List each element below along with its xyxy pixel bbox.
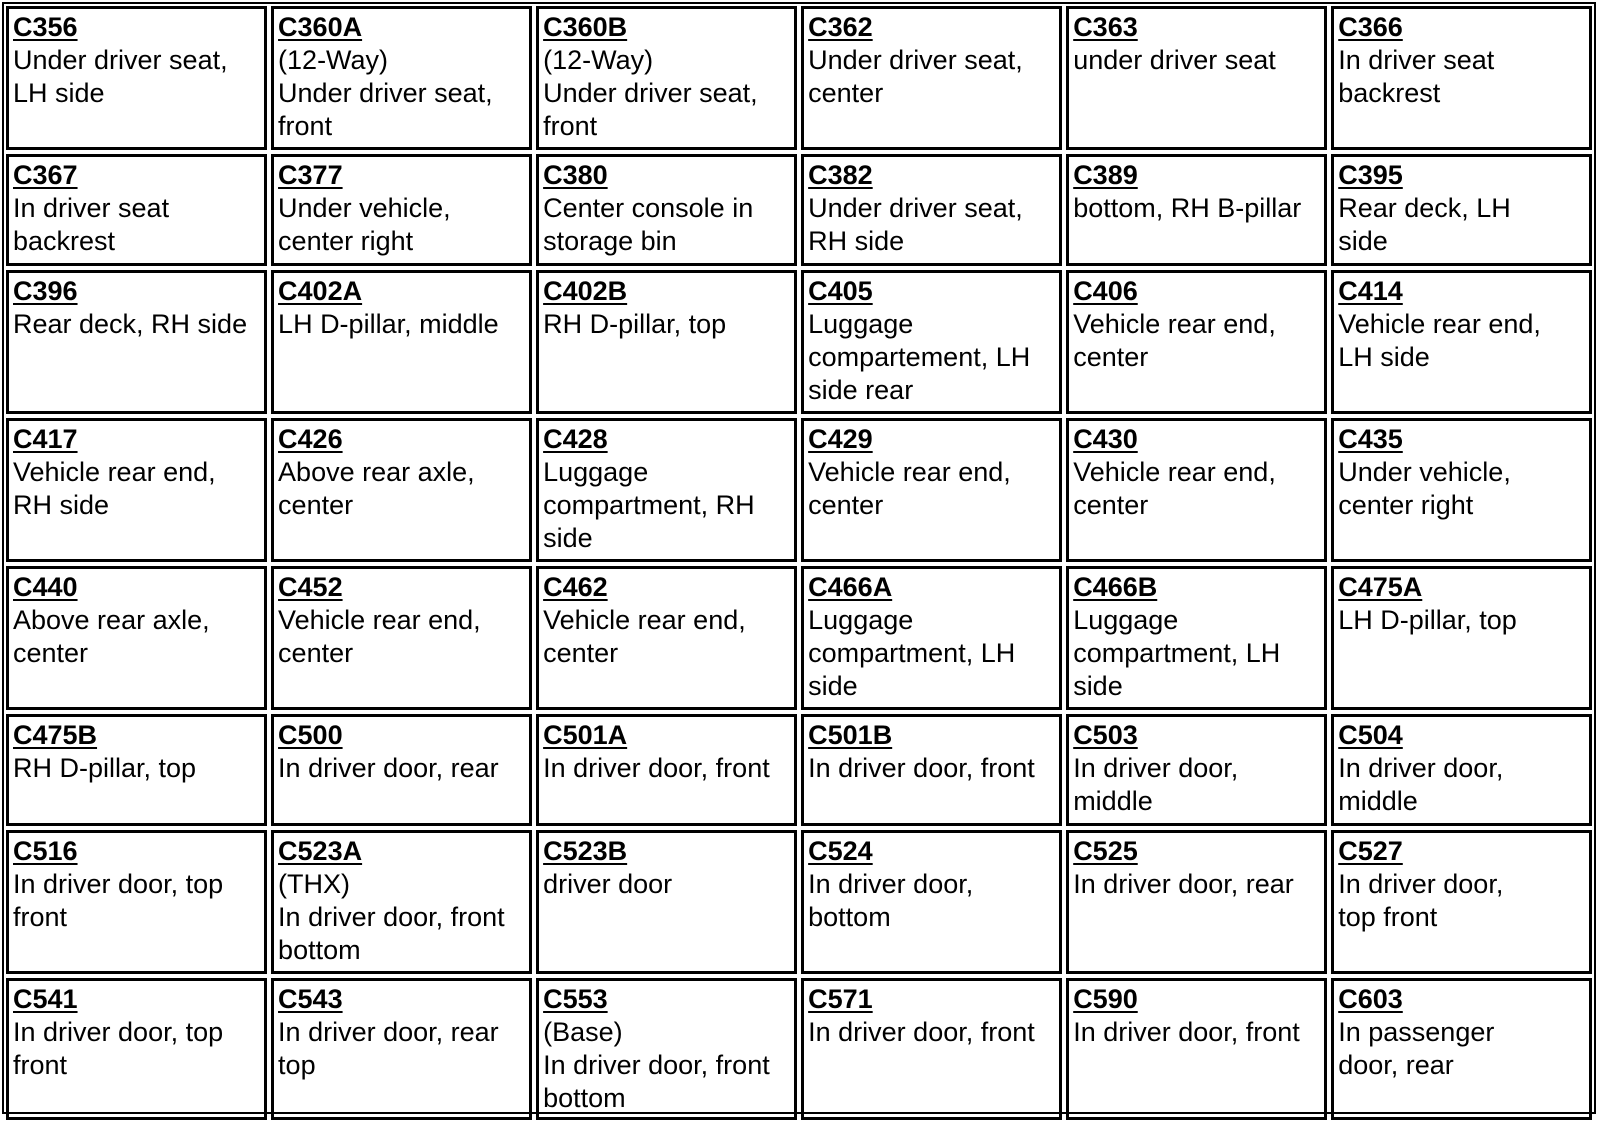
connector-location-text: compartment, LH — [808, 638, 1016, 668]
connector-code-link[interactable]: C417 — [13, 424, 78, 454]
table-row — [6, 714, 1592, 826]
connector-location-text: In driver door, — [808, 869, 974, 899]
connector-location-text: Rear deck, RH side — [13, 309, 248, 339]
connector-location-text: In driver door, front — [808, 753, 1035, 783]
connector-code-link[interactable]: C382 — [808, 160, 873, 190]
connector-location-text: bottom — [278, 935, 361, 965]
connector-location-text: LH D-pillar, top — [1338, 605, 1517, 635]
connector-location-text: door, rear — [1338, 1050, 1454, 1080]
connector-location-text: Luggage — [808, 309, 914, 339]
connector-location-text: bottom — [543, 1083, 626, 1113]
connector-location-text: Under driver seat, — [808, 193, 1023, 223]
connector-location-text: Under vehicle, — [278, 193, 451, 223]
connector-code-link[interactable]: C590 — [1073, 984, 1138, 1014]
connector-cell — [271, 714, 532, 826]
connector-cell — [1066, 978, 1327, 1120]
table-row — [6, 566, 1592, 710]
connector-location-text: center right — [1338, 490, 1474, 520]
connector-location-text: In driver door, — [1338, 753, 1504, 783]
connector-location-text: storage bin — [543, 226, 677, 256]
connector-cell — [271, 418, 532, 562]
connector-location-text: In driver door, front — [278, 902, 505, 932]
connector-cell — [536, 270, 797, 414]
connector-location-text: In driver door, front — [543, 753, 770, 783]
connector-code-link[interactable]: C395 — [1338, 160, 1403, 190]
connector-code-link[interactable]: C462 — [543, 572, 608, 602]
connector-table-body — [6, 6, 1592, 1120]
connector-location-table — [2, 2, 1596, 1124]
connector-code-link[interactable]: C475A — [1338, 572, 1423, 602]
connector-code-link[interactable]: C396 — [13, 276, 78, 306]
connector-code-link[interactable]: C402A — [278, 276, 363, 306]
connector-code-link[interactable]: C543 — [278, 984, 343, 1014]
connector-code-link[interactable]: C389 — [1073, 160, 1138, 190]
connector-location-text: RH D-pillar, top — [543, 309, 727, 339]
connector-cell — [1066, 6, 1327, 150]
connector-cell — [801, 6, 1062, 150]
connector-location-text: In driver door, rear — [278, 1017, 499, 1047]
connector-code-link[interactable]: C475B — [13, 720, 98, 750]
connector-cell — [801, 418, 1062, 562]
connector-cell — [6, 714, 267, 826]
connector-location-text: side rear — [808, 375, 914, 405]
connector-location-text: Under vehicle, — [1338, 457, 1511, 487]
table-row — [6, 6, 1592, 150]
connector-location-text: In driver door, front — [808, 1017, 1035, 1047]
connector-location-text: In driver door, front — [543, 1050, 770, 1080]
connector-location-text: In driver door, top — [13, 869, 224, 899]
connector-location-text: under driver seat — [1073, 45, 1276, 75]
connector-location-text: side — [1073, 671, 1123, 701]
connector-cell — [536, 154, 797, 266]
connector-code-link[interactable]: C367 — [13, 160, 78, 190]
connector-location-text: bottom — [808, 902, 891, 932]
connector-location-text: Vehicle rear end, — [1073, 457, 1276, 487]
connector-location-text: (THX) — [278, 869, 351, 899]
connector-location-text: In driver door, front — [1073, 1017, 1300, 1047]
connector-location-text: Above rear axle, — [13, 605, 210, 635]
connector-location-text: RH D-pillar, top — [13, 753, 197, 783]
connector-location-text: center — [13, 638, 89, 668]
connector-cell — [1066, 714, 1327, 826]
connector-location-text: Luggage — [1073, 605, 1179, 635]
connector-location-text: (Base) — [543, 1017, 623, 1047]
table-row — [6, 418, 1592, 562]
connector-cell — [536, 714, 797, 826]
connector-cell — [1331, 830, 1592, 974]
connector-location-text: compartment, LH — [1073, 638, 1281, 668]
connector-location-text: In passenger — [1338, 1017, 1495, 1047]
connector-code-link[interactable]: C430 — [1073, 424, 1138, 454]
table-row — [6, 154, 1592, 266]
connector-cell — [536, 566, 797, 710]
connector-location-text: LH D-pillar, middle — [278, 309, 499, 339]
connector-location-text: top — [278, 1050, 316, 1080]
connector-location-text: driver door — [543, 869, 673, 899]
connector-code-link[interactable]: C363 — [1073, 12, 1138, 42]
connector-location-text: side — [808, 671, 858, 701]
connector-cell — [801, 154, 1062, 266]
connector-cell — [1331, 6, 1592, 150]
connector-code-link[interactable]: C440 — [13, 572, 78, 602]
connector-location-text: center right — [278, 226, 414, 256]
connector-location-text: LH side — [13, 78, 105, 108]
connector-code-link[interactable]: C466B — [1073, 572, 1158, 602]
connector-location-text: bottom, RH B-pillar — [1073, 193, 1302, 223]
connector-cell — [6, 418, 267, 562]
connector-cell — [1331, 978, 1592, 1120]
connector-cell — [6, 978, 267, 1120]
connector-location-text: In driver door, — [1073, 753, 1239, 783]
connector-cell — [1066, 154, 1327, 266]
connector-location-text: RH side — [808, 226, 905, 256]
connector-code-link[interactable]: C426 — [278, 424, 343, 454]
connector-location-text: Under driver seat, — [808, 45, 1023, 75]
connector-cell — [536, 978, 797, 1120]
connector-code-link[interactable]: C541 — [13, 984, 78, 1014]
connector-location-text: front — [278, 111, 333, 141]
connector-code-link[interactable]: C527 — [1338, 836, 1403, 866]
connector-location-text: front — [543, 111, 598, 141]
connector-cell — [801, 566, 1062, 710]
connector-code-link[interactable]: C504 — [1338, 720, 1403, 750]
connector-cell — [1331, 418, 1592, 562]
connector-code-link[interactable]: C571 — [808, 984, 873, 1014]
connector-location-text: (12-Way) — [543, 45, 654, 75]
connector-location-text: Rear deck, LH — [1338, 193, 1511, 223]
connector-location-text: center — [1073, 342, 1149, 372]
connector-location-text: Under driver seat, — [543, 78, 758, 108]
connector-code-link[interactable]: C452 — [278, 572, 343, 602]
connector-cell — [6, 566, 267, 710]
connector-code-link[interactable]: C553 — [543, 984, 608, 1014]
connector-code-link[interactable]: C603 — [1338, 984, 1403, 1014]
connector-location-text: RH side — [13, 490, 110, 520]
table-row — [6, 830, 1592, 974]
connector-cell — [1331, 714, 1592, 826]
connector-cell — [536, 830, 797, 974]
connector-code-link[interactable]: C377 — [278, 160, 343, 190]
connector-location-text: front — [13, 902, 68, 932]
connector-code-link[interactable]: C362 — [808, 12, 873, 42]
connector-location-text: Above rear axle, — [278, 457, 475, 487]
connector-code-link[interactable]: C523B — [543, 836, 628, 866]
connector-location-text: Vehicle rear end, — [543, 605, 746, 635]
connector-code-link[interactable]: C380 — [543, 160, 608, 190]
connector-cell — [271, 154, 532, 266]
connector-cell — [271, 566, 532, 710]
connector-location-text: center — [543, 638, 619, 668]
connector-cell — [1331, 566, 1592, 710]
connector-location-text: front — [13, 1050, 68, 1080]
connector-location-text: Under driver seat, — [278, 78, 493, 108]
connector-cell — [801, 270, 1062, 414]
connector-cell — [801, 714, 1062, 826]
connector-cell — [271, 270, 532, 414]
connector-location-text: backrest — [1338, 78, 1441, 108]
connector-cell — [1331, 270, 1592, 414]
connector-cell — [271, 978, 532, 1120]
connector-location-text: top front — [1338, 902, 1438, 932]
table-row — [6, 270, 1592, 414]
table-row — [6, 978, 1592, 1120]
connector-location-text: compartement, LH — [808, 342, 1031, 372]
connector-code-link[interactable]: C414 — [1338, 276, 1403, 306]
connector-location-text: center — [278, 638, 354, 668]
connector-cell — [801, 830, 1062, 974]
connector-code-link[interactable]: C405 — [808, 276, 873, 306]
connector-location-text: Vehicle rear end, — [278, 605, 481, 635]
connector-code-link[interactable]: C501A — [543, 720, 628, 750]
connector-location-text: center — [278, 490, 354, 520]
connector-code-link[interactable]: C523A — [278, 836, 363, 866]
connector-location-text: middle — [1073, 786, 1153, 816]
connector-location-text: Vehicle rear end, — [13, 457, 216, 487]
connector-location-text: center — [1073, 490, 1149, 520]
connector-location-text: In driver door, — [1338, 869, 1504, 899]
connector-location-text: center — [808, 490, 884, 520]
connector-location-text: In driver door, rear — [278, 753, 499, 783]
connector-cell — [6, 830, 267, 974]
connector-code-link[interactable]: C360A — [278, 12, 363, 42]
connector-code-link[interactable]: C525 — [1073, 836, 1138, 866]
connector-code-link[interactable]: C524 — [808, 836, 873, 866]
connector-location-text: backrest — [13, 226, 116, 256]
connector-location-text: (12-Way) — [278, 45, 389, 75]
connector-location-text: LH side — [1338, 342, 1430, 372]
connector-location-text: middle — [1338, 786, 1418, 816]
connector-code-link[interactable]: C366 — [1338, 12, 1403, 42]
connector-code-link[interactable]: C516 — [13, 836, 78, 866]
connector-location-text: Vehicle rear end, — [1073, 309, 1276, 339]
connector-cell — [6, 154, 267, 266]
connector-location-text: Center console in — [543, 193, 754, 223]
connector-code-link[interactable]: C428 — [543, 424, 608, 454]
connector-location-text: In driver door, top — [13, 1017, 224, 1047]
connector-location-text: Luggage — [543, 457, 649, 487]
connector-code-link[interactable]: C356 — [13, 12, 78, 42]
connector-location-text: side — [1338, 226, 1388, 256]
connector-code-link[interactable]: C500 — [278, 720, 343, 750]
connector-location-text: center — [808, 78, 884, 108]
connector-location-text: Vehicle rear end, — [808, 457, 1011, 487]
connector-location-text: Luggage — [808, 605, 914, 635]
connector-location-text: In driver door, rear — [1073, 869, 1294, 899]
connector-cell — [271, 830, 532, 974]
connector-location-text: Vehicle rear end, — [1338, 309, 1541, 339]
connector-location-text: In driver seat — [13, 193, 170, 223]
connector-cell — [1066, 566, 1327, 710]
connector-code-link[interactable]: C501B — [808, 720, 893, 750]
connector-cell — [536, 418, 797, 562]
connector-location-table-frame — [2, 2, 1596, 1114]
connector-cell — [536, 6, 797, 150]
connector-code-link[interactable]: C503 — [1073, 720, 1138, 750]
connector-location-text: side — [543, 523, 593, 553]
connector-location-text: Under driver seat, — [13, 45, 228, 75]
connector-location-text: compartment, RH — [543, 490, 755, 520]
connector-cell — [801, 978, 1062, 1120]
connector-cell — [1331, 154, 1592, 266]
connector-cell — [1066, 418, 1327, 562]
connector-cell — [1066, 830, 1327, 974]
connector-location-text: In driver seat — [1338, 45, 1495, 75]
connector-code-link[interactable]: C466A — [808, 572, 893, 602]
connector-code-link[interactable]: C435 — [1338, 424, 1403, 454]
connector-cell — [271, 6, 532, 150]
connector-cell — [6, 270, 267, 414]
connector-code-link[interactable]: C360B — [543, 12, 628, 42]
connector-cell — [6, 6, 267, 150]
connector-code-link[interactable]: C402B — [543, 276, 628, 306]
connector-cell — [1066, 270, 1327, 414]
connector-code-link[interactable]: C429 — [808, 424, 873, 454]
connector-code-link[interactable]: C406 — [1073, 276, 1138, 306]
